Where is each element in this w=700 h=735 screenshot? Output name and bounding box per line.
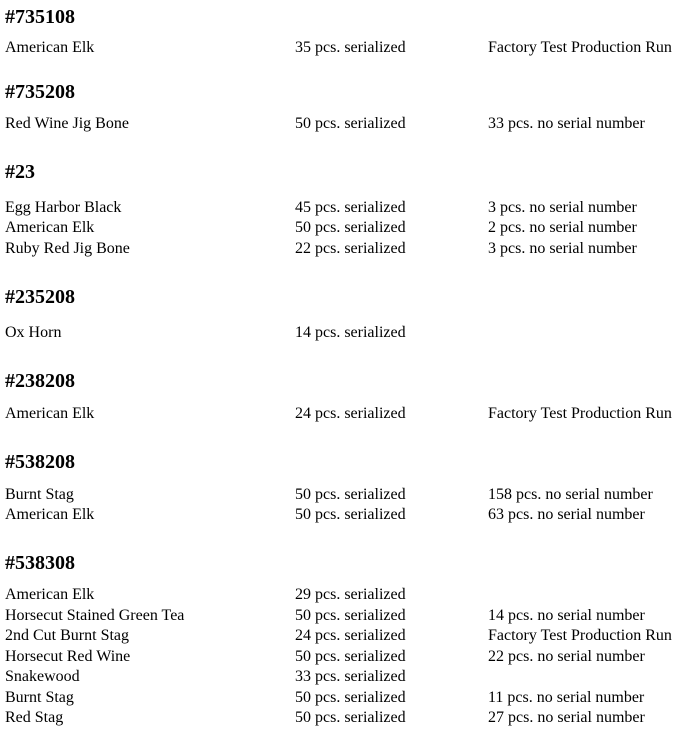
- list-item: [0, 708, 700, 728]
- list-item: [0, 606, 700, 626]
- item-note: Factory Test Production Run: [488, 39, 672, 56]
- item-name: Ruby Red Jig Bone: [5, 240, 130, 257]
- list-item: [0, 585, 700, 605]
- item-note: Factory Test Production Run: [488, 405, 672, 422]
- section-heading: #23: [5, 161, 35, 183]
- item-serialized: 50 pcs. serialized: [295, 709, 406, 726]
- item-serialized: 45 pcs. serialized: [295, 199, 406, 216]
- item-note: 2 pcs. no serial number: [488, 219, 637, 236]
- item-note: 14 pcs. no serial number: [488, 607, 645, 624]
- item-name: 2nd Cut Burnt Stag: [5, 627, 130, 644]
- item-serialized: 50 pcs. serialized: [295, 219, 406, 236]
- item-name: American Elk: [5, 219, 95, 236]
- item-serialized: 29 pcs. serialized: [295, 586, 406, 603]
- item-name: Horsecut Stained Green Tea: [5, 607, 185, 624]
- list-item: [0, 198, 700, 218]
- section-heading: #235208: [5, 286, 75, 308]
- item-note: 158 pcs. no serial number: [488, 486, 653, 503]
- section-heading: #538208: [5, 451, 75, 473]
- item-name: Snakewood: [5, 668, 80, 685]
- item-note: Factory Test Production Run: [488, 627, 672, 644]
- item-note: 3 pcs. no serial number: [488, 199, 637, 216]
- list-item: [0, 323, 700, 343]
- item-name: Burnt Stag: [5, 689, 74, 706]
- item-serialized: 50 pcs. serialized: [295, 486, 406, 503]
- list-item: [0, 647, 700, 667]
- item-note: 3 pcs. no serial number: [488, 240, 637, 257]
- item-note: 22 pcs. no serial number: [488, 648, 645, 665]
- list-item: [0, 38, 700, 58]
- item-name: American Elk: [5, 405, 95, 422]
- item-name: American Elk: [5, 506, 95, 523]
- item-note: 63 pcs. no serial number: [488, 506, 645, 523]
- item-serialized: 50 pcs. serialized: [295, 689, 406, 706]
- item-name: Red Stag: [5, 709, 64, 726]
- list-item: [0, 505, 700, 525]
- list-item: [0, 667, 700, 687]
- item-note: 27 pcs. no serial number: [488, 709, 645, 726]
- item-serialized: 35 pcs. serialized: [295, 39, 406, 56]
- section-heading: #735108: [5, 6, 75, 28]
- item-note: 11 pcs. no serial number: [488, 689, 645, 706]
- item-name: Egg Harbor Black: [5, 199, 122, 216]
- item-serialized: 50 pcs. serialized: [295, 506, 406, 523]
- list-item: [0, 485, 700, 505]
- item-note: 33 pcs. no serial number: [488, 115, 645, 132]
- item-serialized: 24 pcs. serialized: [295, 627, 406, 644]
- list-item: [0, 218, 700, 238]
- item-serialized: 50 pcs. serialized: [295, 648, 406, 665]
- item-name: Burnt Stag: [5, 486, 74, 503]
- item-name: Ox Horn: [5, 324, 62, 341]
- item-serialized: 24 pcs. serialized: [295, 405, 406, 422]
- section-heading: #238208: [5, 370, 75, 392]
- item-name: Red Wine Jig Bone: [5, 115, 129, 132]
- list-item: [0, 404, 700, 424]
- item-serialized: 33 pcs. serialized: [295, 668, 406, 685]
- section-heading: #538308: [5, 552, 75, 574]
- item-name: Horsecut Red Wine: [5, 648, 131, 665]
- list-item: [0, 114, 700, 134]
- item-name: American Elk: [5, 586, 95, 603]
- item-serialized: 50 pcs. serialized: [295, 115, 406, 132]
- list-item: [0, 239, 700, 259]
- item-serialized: 14 pcs. serialized: [295, 324, 406, 341]
- item-serialized: 22 pcs. serialized: [295, 240, 406, 257]
- item-serialized: 50 pcs. serialized: [295, 607, 406, 624]
- list-item: [0, 626, 700, 646]
- section-heading: #735208: [5, 81, 75, 103]
- list-item: [0, 688, 700, 708]
- item-name: American Elk: [5, 39, 95, 56]
